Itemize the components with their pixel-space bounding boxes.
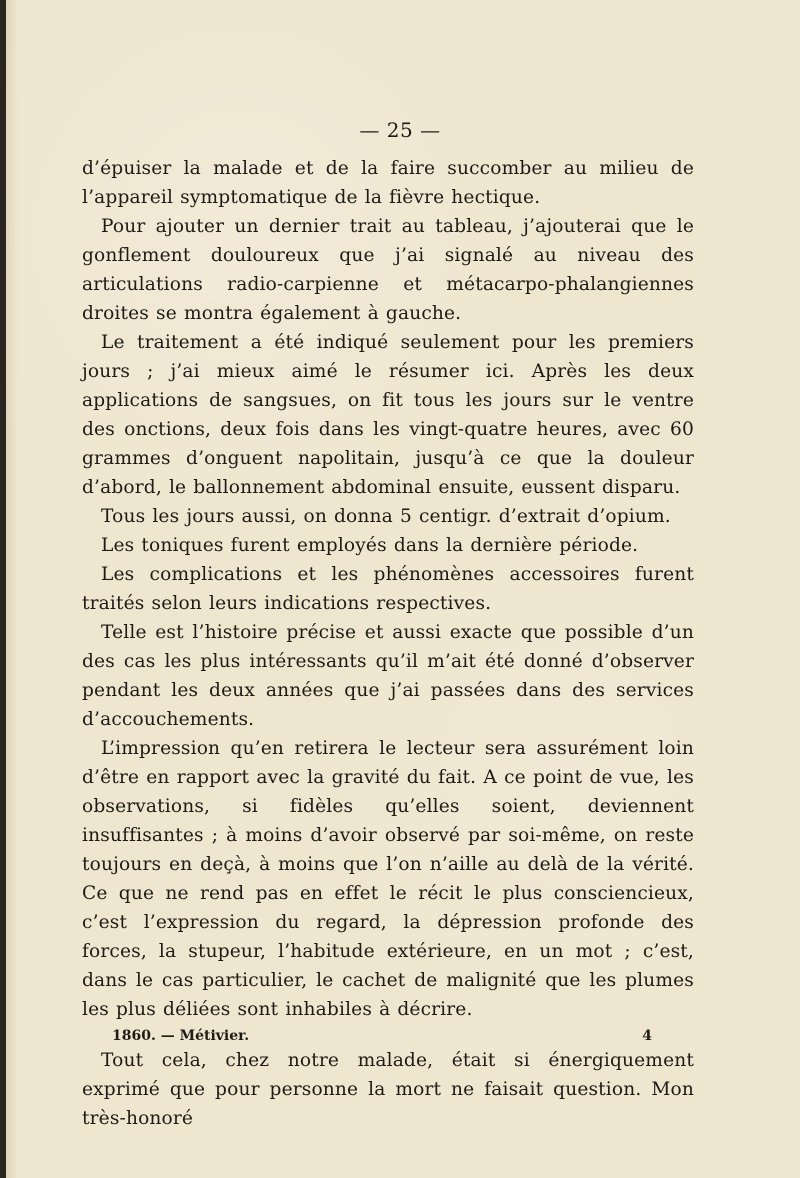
footer-sheet-number: 4 <box>642 1028 652 1044</box>
paragraph-7: Telle est l’histoire précise et aussi exacte que possible d’un des cas les plus intéressants qu’il m’ait été donné d’observer pendant les deux années que j’ai passées dans des services d’accouchements. <box>82 622 694 730</box>
paragraph-3: Le traitement a été indiqué seulement pour les premiers jours ; j’ai mieux aimé le résumer ici. Après les deux applications de sangsues, on fit tous les jours sur le ventre des onctions, deux fois dans les vingt-quatre heures, avec 60 grammes d’onguent napolitain, jusqu’à ce que la douleur d’abord, le ballonnement abdominal ensuite, eussent disparu. <box>82 332 694 498</box>
paragraph-1: d’épuiser la malade et de la faire succomber au milieu de l’appareil symptomatique de la fièvre hectique. <box>82 158 694 208</box>
page-body <box>82 154 694 1133</box>
paragraph-6: Les complications et les phénomènes accessoires furent traités selon leurs indications respectives. <box>82 564 694 614</box>
paragraph-8: L’impression qu’en retirera le lecteur sera assurément loin d’être en rapport avec la gravité du fait. A ce point de vue, les observations, si fidèles qu’elles soient, deviennent insuffisantes ; à moins d’avoir observé par soi-même, on reste toujours en deçà, à moins que l’on n’aille au delà de la vérité. Ce que ne rend pas en effet le récit le plus consciencieux, c’est l’expression du regard, la dépression profonde des forces, la stupeur, l’habitude extérieure, en un mot ; c’est, dans le cas particulier, le cachet de malignité que les plumes les plus déliées sont inhabiles à décrire. <box>82 738 694 1020</box>
page-number: — 25 — <box>359 118 441 142</box>
paragraph-2: Pour ajouter un dernier trait au tableau, j’ajouterai que le gonflement douloureux que j’ai signalé au niveau des articulations radio-carpienne et métacarpo-phalangiennes droites se montra également à gauche. <box>82 216 694 324</box>
paragraph-4: Tous les jours aussi, on donna 5 centigr. d’extrait d’opium. <box>101 506 671 527</box>
footer-signature: 1860. — Métivier. <box>112 1028 250 1044</box>
paragraph-5: Les toniques furent employés dans la dernière période. <box>101 535 639 556</box>
paragraph-9: Tout cela, chez notre malade, était si énergiquement exprimé que pour personne la mort ne faisait question. Mon très-honoré <box>82 1050 694 1129</box>
page-left-edge <box>0 0 6 1178</box>
